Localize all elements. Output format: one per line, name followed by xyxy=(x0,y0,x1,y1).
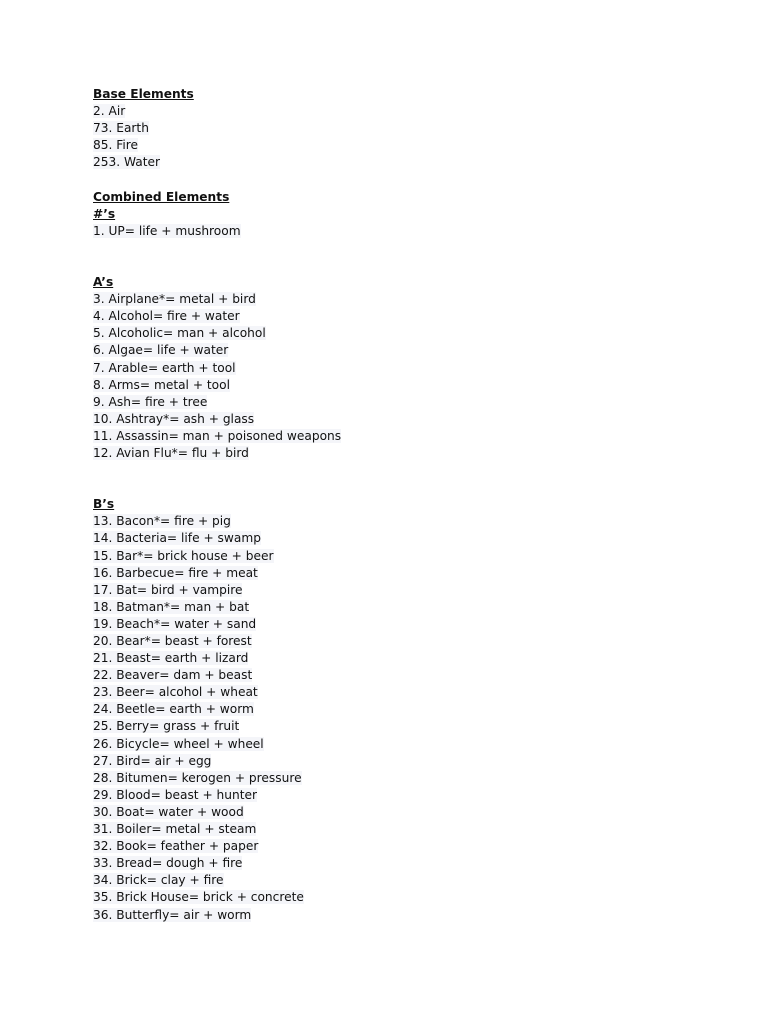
list-item: 19. Beach*= water + sand xyxy=(93,616,257,631)
list-item: 73. Earth xyxy=(93,121,149,136)
list-item: 29. Blood= beast + hunter xyxy=(93,787,257,802)
list-item: 14. Bacteria= life + swamp xyxy=(93,531,261,546)
b-section-heading: B’s xyxy=(93,497,115,512)
spacer xyxy=(93,171,733,188)
document-page xyxy=(93,86,733,924)
b-list xyxy=(93,513,733,923)
list-item: 7. Arable= earth + tool xyxy=(93,360,236,375)
spacer xyxy=(93,240,733,274)
list-item: 23. Beer= alcohol + wheat xyxy=(93,685,258,700)
list-item: 12. Avian Flu*= flu + bird xyxy=(93,445,249,460)
list-item: 33. Bread= dough + fire xyxy=(93,856,243,871)
list-item: 3. Airplane*= metal + bird xyxy=(93,292,256,307)
list-item: 2. Air xyxy=(93,104,126,119)
list-item: 28. Bitumen= kerogen + pressure xyxy=(93,770,302,785)
list-item: 21. Beast= earth + lizard xyxy=(93,651,249,666)
a-list xyxy=(93,291,733,462)
list-item: 9. Ash= fire + tree xyxy=(93,394,208,409)
spacer xyxy=(93,462,733,496)
list-item: 25. Berry= grass + fruit xyxy=(93,719,240,734)
list-item: 20. Bear*= beast + forest xyxy=(93,634,252,648)
base-elements-heading: Base Elements xyxy=(93,87,194,101)
list-item: 253. Water xyxy=(93,155,161,170)
list-item: 36. Butterfly= air + worm xyxy=(93,907,252,922)
list-item: 35. Brick House= brick + concrete xyxy=(93,890,304,905)
list-item: 16. Barbecue= fire + meat xyxy=(93,565,258,580)
list-item: 11. Assassin= man + poisoned weapons xyxy=(93,428,342,443)
list-item: 26. Bicycle= wheel + wheel xyxy=(93,736,264,751)
list-item: 24. Beetle= earth + worm xyxy=(93,702,254,717)
list-item: 6. Algae= life + water xyxy=(93,343,229,358)
list-item: 13. Bacon*= fire + pig xyxy=(93,514,231,529)
list-item: 8. Arms= metal + tool xyxy=(93,377,230,392)
list-item: 15. Bar*= brick house + beer xyxy=(93,548,274,563)
numbers-list xyxy=(93,223,733,240)
list-item: 5. Alcoholic= man + alcohol xyxy=(93,326,266,341)
base-elements-list xyxy=(93,103,733,171)
list-item: 31. Boiler= metal + steam xyxy=(93,822,257,837)
list-item: 85. Fire xyxy=(93,138,139,153)
list-item: 4. Alcohol= fire + water xyxy=(93,309,240,324)
list-item: 1. UP= life + mushroom xyxy=(93,223,241,238)
numbers-section-heading: #’s xyxy=(93,206,116,221)
a-section-heading: A’s xyxy=(93,275,114,290)
list-item: 17. Bat= bird + vampire xyxy=(93,582,243,597)
list-item: 27. Bird= air + egg xyxy=(93,753,212,768)
list-item: 10. Ashtray*= ash + glass xyxy=(93,411,255,426)
combined-elements-heading: Combined Elements xyxy=(93,189,230,204)
list-item: 30. Boat= water + wood xyxy=(93,804,244,819)
list-item: 34. Brick= clay + fire xyxy=(93,873,224,888)
list-item: 18. Batman*= man + bat xyxy=(93,599,250,614)
list-item: 22. Beaver= dam + beast xyxy=(93,668,253,683)
list-item: 32. Book= feather + paper xyxy=(93,839,259,854)
